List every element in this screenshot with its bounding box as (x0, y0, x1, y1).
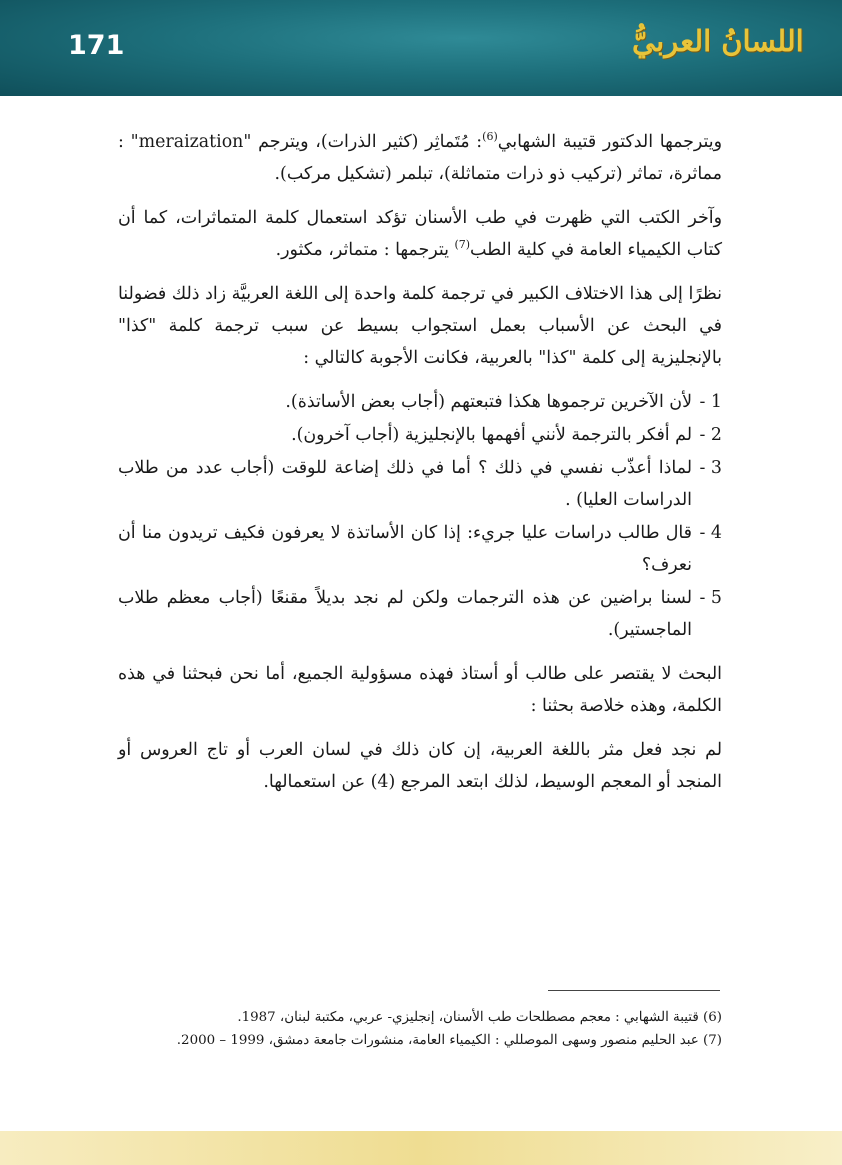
list-item-text: لسنا براضين عن هذه الترجمات ولكن لم نجد بديلاً مقنعًا (أجاب معظم طلاب الماجستير). (118, 588, 692, 640)
paragraph-text: وآخر الكتب التي ظهرت في طب الأسنان تؤكد استعمال كلمة المتماثرات، كما أن كتاب الكيمياء العامة في كلية الطب (118, 208, 722, 260)
list-item-text: لأن الآخرين ترجموها هكذا فتبعتهم (أجاب بعض الأساتذة). (285, 392, 692, 412)
paragraph-5: لم نجد فعل مثر باللغة العربية، إن كان ذلك في لسان العرب أو تاج العروس أو المنجد أو المعجم الوسيط، لذلك ابتعد المرجع (4) عن استعمالها. (118, 740, 722, 792)
footnote-6: (6) قتيبة الشهابي : معجم مصطلحات طب الأسنان، إنجليزي- عربي، مكتبة لبنان، 1987. (237, 1010, 722, 1025)
footnote-divider (548, 990, 720, 991)
page-header (0, 0, 842, 96)
list-item-number: 5 - (699, 588, 722, 608)
list-item-number: 3 - (699, 458, 722, 478)
list-item (118, 419, 722, 451)
paragraph-text: ويترجمها الدكتور قتيبة الشهابي (497, 132, 723, 152)
page-footer-band (0, 1131, 842, 1165)
list-item-number: 1 - (699, 392, 722, 412)
list-item-number: 2 - (699, 425, 722, 445)
paragraph-text: : مُتَماثِر (كثير الذرات)، ويترجم "meraization" : مماثرة، تماثر (تركيب ذو ذرات متماثلة)، تبلمر (تشكيل مركب). (118, 132, 722, 184)
paragraph-1 (118, 126, 722, 190)
paragraph-3: نظرًا إلى هذا الاختلاف الكبير في ترجمة كلمة واحدة إلى اللغة العربيَّة زاد ذلك فضولنا في البحث عن الأسباب بعمل استجواب بسيط عن سبب ترجمة كلمة "كذا" بالإنجليزية إلى كلمة "كذا" بالعربية، فكانت الأجوبة كالتالي : (118, 284, 722, 368)
paragraph-2 (118, 202, 722, 266)
footnote-ref-7[interactable]: (7) (454, 238, 471, 252)
footnote-7: (7) عبد الحليم منصور وسهى الموصللي : الكيمياء العامة، منشورات جامعة دمشق، 1999 – 2000. (176, 1033, 722, 1048)
page-number: 171 (68, 30, 125, 61)
paragraph-text: يترجمها : متماثر، مكثور. (275, 240, 455, 260)
footnote-ref-6[interactable]: (6) (482, 130, 498, 144)
list-item (118, 582, 722, 646)
list-item-text: لماذا أعذّب نفسي في ذلك ؟ أما في ذلك إضاعة للوقت (أجاب عدد من طلاب الدراسات العليا) . (118, 458, 692, 510)
list-item (118, 386, 722, 418)
list-item-number: 4 - (699, 523, 722, 543)
paragraph-4: البحث لا يقتصر على طالب أو أستاذ فهذه مسؤولية الجميع، أما نحن فبحثنا في هذه الكلمة، وهذه خلاصة بحثنا : (118, 664, 722, 716)
list-item-text: قال طالب دراسات عليا جريء: إذا كان الأساتذة لا يعرفون فكيف تريدون منا أن نعرف؟ (118, 523, 692, 575)
survey-answers-list (118, 386, 722, 646)
footnotes (118, 1006, 722, 1052)
list-item (118, 452, 722, 516)
list-item (118, 517, 722, 581)
article-body (118, 126, 722, 810)
list-item-text: لم أفكر بالترجمة لأنني أفهمها بالإنجليزية (أجاب آخرون). (291, 425, 692, 445)
journal-logo: اللسانُ العربيُّ (632, 24, 804, 58)
